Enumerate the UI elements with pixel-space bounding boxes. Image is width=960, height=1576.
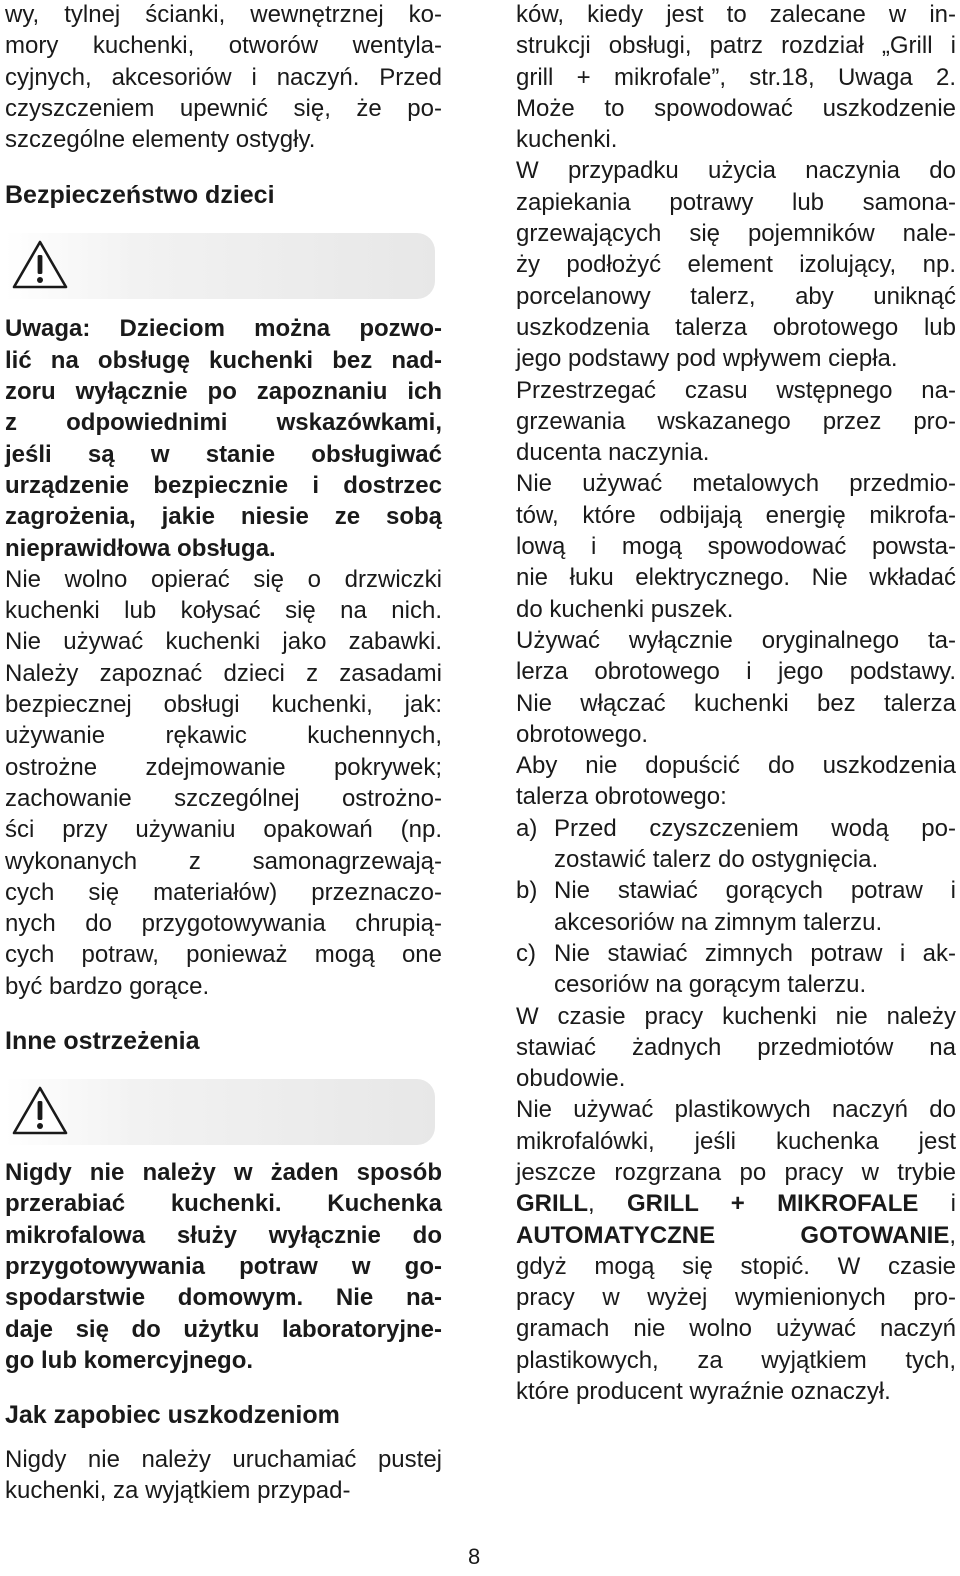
- plastic-dishes-line: pracy w wyżej wymienionych pro-: [516, 1284, 956, 1312]
- children-warning-line: lić na obsługę kuchenki bez nad-: [5, 346, 442, 374]
- damage-prevention-paragraph: [5, 1444, 442, 1507]
- plastic-dishes-modes-line-2: AUTOMATYCZNE GOTOWANIE,: [516, 1221, 956, 1249]
- list-item-label: a): [516, 814, 538, 842]
- page-number: 8: [468, 1544, 481, 1569]
- other-warnings-line: Nigdy nie należy w żaden sposób: [5, 1159, 442, 1187]
- other-warnings-line: przygotowywania potraw w go-: [5, 1252, 442, 1280]
- other-warnings-line: mikrofalowa służy wyłącznie do: [5, 1221, 442, 1249]
- warning-banner-background: [5, 1079, 435, 1145]
- insulating-element-line: jego podstawy pod wpływem ciepła.: [516, 345, 898, 373]
- preheat-time-line: ducenta naczynia.: [516, 439, 710, 467]
- paragraph-preheat-time: [516, 375, 956, 469]
- children-safety-line: nych do przygotowywania chrupią-: [5, 910, 442, 938]
- turntable-damage-line: Aby nie dopuścić do uszkodzenia: [516, 752, 956, 780]
- insulating-element-line: W przypadku użycia naczynia do: [516, 157, 956, 185]
- intro-line: cyjnych, akcesoriów i naczyń. Przed: [5, 63, 442, 91]
- intro-line: szczególne elementy ostygły.: [5, 126, 316, 154]
- grill-reference-line: Może to spowodować uszkodzenie: [516, 94, 956, 122]
- original-turntable-line: Nie włączać kuchenki bez talerza: [516, 689, 956, 717]
- metal-objects-line: lową i mogą spowodować powsta-: [516, 533, 956, 561]
- metal-objects-line: Nie używać metalowych przedmio-: [516, 470, 956, 498]
- children-safety-paragraph: [5, 564, 442, 1002]
- section-title-children-safety: Bezpieczeństwo dzieci: [5, 181, 275, 210]
- intro-paragraph: [5, 0, 442, 155]
- plastic-dishes-line: gramach nie wolno używać naczyń: [516, 1315, 956, 1343]
- paragraph-no-objects-on-casing: [516, 1001, 956, 1095]
- other-warnings-paragraph: [5, 1157, 442, 1376]
- plastic-dishes-line: Nie używać plastikowych naczyń do: [516, 1096, 956, 1124]
- insulating-element-line: zapiekania potrawy lub samona-: [516, 188, 956, 216]
- children-safety-line: zachowanie szczególnej ostrożno-: [5, 784, 442, 812]
- list-item-label: c): [516, 939, 536, 967]
- damage-prevention-line: kuchenki, za wyjątkiem przypad-: [5, 1477, 351, 1505]
- other-warnings-line: spodarstwie domowym. Nie na-: [5, 1284, 442, 1312]
- warning-banner-background: [5, 233, 435, 299]
- grill-reference-line: grill + mikrofale”, str.18, Uwaga 2.: [516, 63, 956, 91]
- paragraph-insulating-element: [516, 155, 956, 374]
- paragraph-turntable-damage: [516, 750, 956, 813]
- children-safety-line: Należy zapoznać dzieci z zasadami: [5, 659, 442, 687]
- damage-prevention-line: Nigdy nie należy uruchamiać pustej: [5, 1446, 442, 1474]
- section-title-damage-prevention: Jak zapobiec uszkodzeniom: [5, 1401, 340, 1430]
- left-column: [5, 0, 442, 1507]
- insulating-element-line: grzewających się pojemników nale-: [516, 220, 956, 248]
- warning-triangle-icon: [11, 1085, 69, 1137]
- grill-reference-line: kuchenki.: [516, 126, 618, 154]
- metal-objects-line: nie łuku elektrycznego. Nie wkładać: [516, 564, 956, 592]
- list-item-text: zostawić talerz do ostygnięcia.: [554, 846, 879, 874]
- children-safety-line: kuchenki lub kołysać się na nich.: [5, 597, 442, 625]
- section-title-other-warnings: Inne ostrzeżenia: [5, 1027, 200, 1056]
- preheat-time-line: Przestrzegać czasu wstępnego na-: [516, 376, 956, 404]
- grill-reference-line: ków, kiedy jest to zalecane w in-: [516, 1, 956, 28]
- warning-banner: [5, 1079, 435, 1145]
- preheat-time-line: grzewania wskazanego przez pro-: [516, 407, 956, 435]
- list-item: [516, 813, 956, 876]
- insulating-element-line: uszkodzenia talerza obrotowego lub: [516, 313, 956, 341]
- children-safety-line: cych potraw, ponieważ mogą one: [5, 941, 442, 969]
- children-warning-line: nieprawidłowa obsługa.: [5, 534, 276, 562]
- children-safety-line: być bardzo gorące.: [5, 972, 210, 1000]
- no-objects-on-casing-line: obudowie.: [516, 1065, 626, 1093]
- no-objects-on-casing-line: W czasie pracy kuchenki nie należy: [516, 1002, 956, 1030]
- children-warning-line: jeśli są w stanie obsługiwać: [5, 440, 442, 468]
- paragraph-original-turntable: [516, 625, 956, 750]
- metal-objects-line: do kuchenki puszek.: [516, 595, 734, 623]
- children-safety-line: Nie wolno opierać się o drzwiczki: [5, 565, 442, 593]
- list-item: [516, 875, 956, 938]
- intro-line: czyszczeniem upewnić się, że po-: [5, 94, 442, 122]
- plastic-dishes-line: które producent wyraźnie oznaczył.: [516, 1378, 891, 1406]
- children-warning-line: zoru wyłącznie po zapoznaniu ich: [5, 378, 442, 406]
- children-warning-line: z odpowiednimi wskazówkami,: [5, 409, 442, 437]
- paragraph-metal-objects: [516, 468, 956, 624]
- turntable-instructions-list: [516, 813, 956, 1001]
- list-item: [516, 938, 956, 1001]
- no-objects-on-casing-line: stawiać żadnych przedmiotów na: [516, 1033, 956, 1061]
- insulating-element-line: porcelanowy talerz, aby uniknąć: [516, 282, 956, 310]
- warning-banner: [5, 233, 435, 299]
- list-item-text: Nie stawiać zimnych potraw i ak-: [554, 939, 956, 967]
- children-safety-line: Nie używać kuchenki jako zabawki.: [5, 628, 442, 656]
- other-warnings-line: przerabiać kuchenki. Kuchenka: [5, 1190, 442, 1218]
- grill-reference-line: strukcji obsługi, patrz rozdział „Grill i: [516, 32, 956, 60]
- list-item-label: b): [516, 877, 538, 905]
- other-warnings-line: daje się do użytku laboratoryjne-: [5, 1315, 442, 1343]
- list-item-text: Nie stawiać gorących potraw i: [554, 877, 956, 905]
- turntable-damage-line: talerza obrotowego:: [516, 783, 727, 811]
- original-turntable-line: obrotowego.: [516, 720, 649, 748]
- insulating-element-line: ży podłożyć element izolujący, np.: [516, 251, 956, 279]
- warning-triangle-icon: [11, 239, 69, 291]
- paragraph-plastic-dishes: [516, 1094, 956, 1407]
- list-item-text: cesoriów na gorącym talerzu.: [554, 971, 867, 999]
- plastic-dishes-line: mikrofalówki, jeśli kuchenka jest: [516, 1127, 956, 1155]
- paragraph-grill-reference: [516, 0, 956, 155]
- right-column: [516, 0, 956, 1407]
- intro-line: mory kuchenki, otworów wentyla-: [5, 32, 442, 60]
- children-safety-line: bezpiecznej obsługi kuchenki, jak:: [5, 691, 442, 719]
- children-safety-line: cych się materiałów) przeznaczo-: [5, 878, 442, 906]
- children-safety-line: używanie rękawic kuchennych,: [5, 722, 442, 750]
- original-turntable-line: Używać wyłącznie oryginalnego ta-: [516, 626, 956, 654]
- children-safety-line: wykonanych z samonagrzewają-: [5, 847, 442, 875]
- children-warning-line: urządzenie bezpiecznie i dostrzec: [5, 471, 442, 499]
- children-safety-line: ostrożne zdejmowanie pokrywek;: [5, 753, 442, 781]
- metal-objects-line: tów, które odbijają energię mikrofa-: [516, 501, 956, 529]
- plastic-dishes-line: gdyż mogą się stopić. W czasie: [516, 1252, 956, 1280]
- children-warning-line: zagrożenia, jakie niesie ze sobą: [5, 503, 442, 531]
- plastic-dishes-modes-line-1: GRILL, GRILL + MIKROFALE i: [516, 1190, 957, 1218]
- plastic-dishes-line: jeszcze rozgrzana po pracy w trybie: [516, 1158, 956, 1186]
- children-warning-line: Uwaga: Dzieciom można pozwo-: [5, 315, 442, 343]
- children-safety-line: ści przy używaniu opakowań (np.: [5, 816, 442, 844]
- children-warning-paragraph: [5, 313, 442, 563]
- intro-line: wy, tylnej ścianki, wewnętrznej ko-: [5, 1, 442, 28]
- original-turntable-line: lerza obrotowego i jego podstawy.: [516, 658, 956, 686]
- list-item-text: akcesoriów na zimnym talerzu.: [554, 908, 883, 936]
- other-warnings-line: go lub komercyjnego.: [5, 1346, 254, 1374]
- list-item-text: Przed czyszczeniem wodą po-: [554, 814, 956, 842]
- plastic-dishes-line: plastikowych, za wyjątkiem tych,: [516, 1346, 956, 1374]
